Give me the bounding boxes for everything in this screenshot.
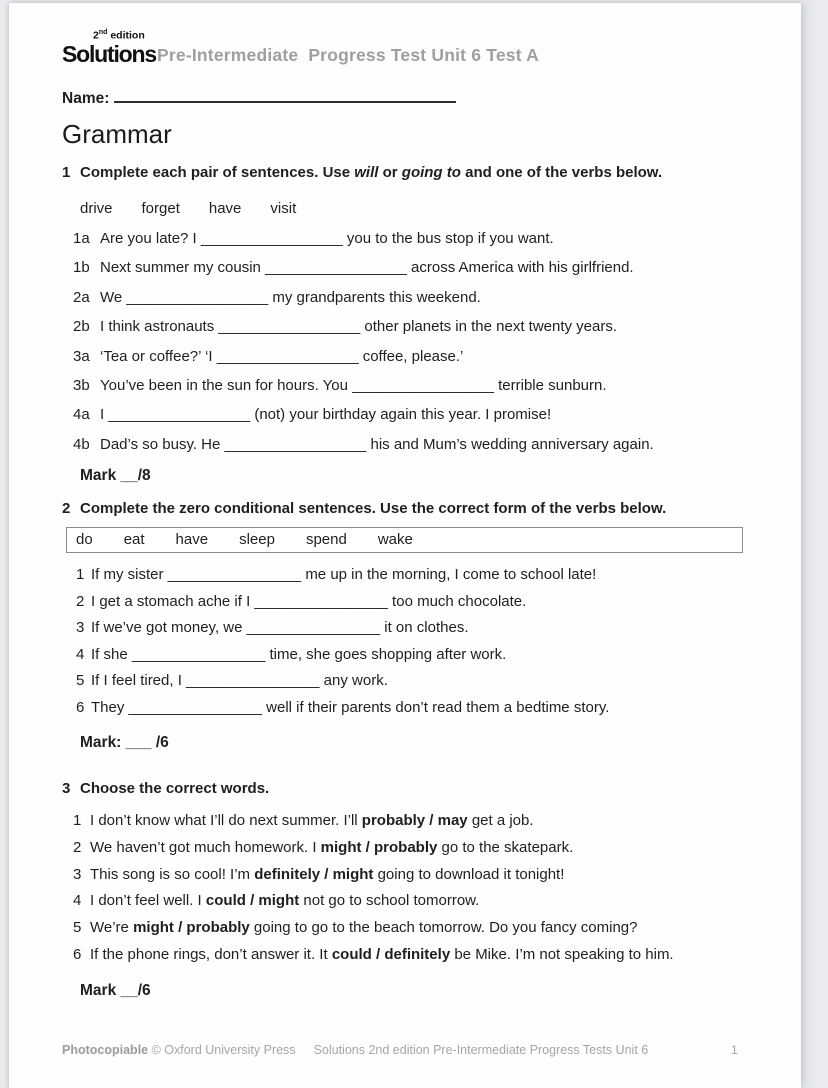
item-text: If she ________________ time, she goes shopping after work. (91, 645, 507, 663)
word-bank-item: visit (270, 200, 297, 217)
word-bank-item: spend (305, 531, 347, 548)
exercise-1-items (73, 230, 654, 465)
exercise-item (73, 919, 674, 946)
exercise-item (73, 318, 654, 347)
item-number: 2 (73, 838, 82, 856)
exercise-3-heading (62, 780, 269, 797)
item-number: 6 (73, 945, 82, 963)
item-text: ‘Tea or coffee?’ ‘I _________________ coffee, please.’ (100, 347, 464, 365)
choice-options: might / probably (320, 838, 438, 856)
word-bank-item: wake (377, 531, 413, 548)
item-number: 4 (73, 892, 82, 910)
section-title-grammar: Grammar (62, 119, 172, 149)
word-bank-exercise-2 (66, 527, 743, 553)
exercise-item (76, 593, 609, 620)
choice-options: could / definitely (331, 945, 451, 963)
name-row (62, 89, 456, 108)
word-bank-exercise-1 (80, 200, 325, 217)
item-number: 1b (73, 259, 90, 277)
mark-line-exercise-2: Mark: ___ /6 (80, 734, 169, 751)
level-label: Pre-Intermediate (157, 45, 299, 65)
choice-options: could / might (205, 892, 300, 910)
word-bank-item: have (175, 531, 209, 548)
exercise-item (73, 812, 674, 839)
item-number: 2b (73, 318, 90, 336)
exercise-item (76, 646, 609, 673)
exercise-number: 2 (62, 500, 71, 517)
word-bank-item: eat (123, 531, 145, 548)
item-text: They ________________ well if their parents don’t read them a bedtime story. (91, 698, 610, 716)
item-text: If I feel tired, I ________________ any work. (91, 672, 388, 690)
exercise-item (73, 436, 654, 465)
item-text: I _________________ (not) your birthday again this year. I promise! (100, 406, 552, 424)
item-text: Next summer my cousin _________________ across America with his girlfriend. (100, 259, 634, 277)
exercise-item (73, 866, 674, 893)
word-bank-item: sleep (239, 531, 275, 548)
item-text: You’ve been in the sun for hours. You _________________ terrible sunburn. (100, 376, 607, 394)
exercise-item (76, 566, 609, 593)
exercise-1-heading (62, 164, 662, 181)
exercise-item (73, 406, 654, 435)
test-title (157, 45, 539, 66)
item-text: I get a stomach ache if I ________________ too much chocolate. (91, 592, 527, 610)
exercise-3-items (73, 812, 674, 973)
exercise-number: 1 (62, 164, 71, 181)
item-number: 2a (73, 288, 90, 306)
exercise-item (76, 699, 609, 726)
item-number: 4a (73, 406, 90, 424)
name-blank-line (114, 89, 456, 103)
item-number: 3b (73, 376, 90, 394)
exercise-item (73, 289, 654, 318)
exercise-item (73, 377, 654, 406)
choice-options: definitely / might (254, 865, 374, 883)
word-bank-item: drive (80, 200, 113, 217)
word-bank-item: forget (141, 200, 180, 217)
item-number: 2 (76, 592, 85, 610)
exercise-item (73, 892, 674, 919)
series-title: Solutions 2nd edition Pre-Intermediate Progress Tests Unit 6 (313, 1043, 649, 1057)
item-number: 1a (73, 230, 90, 247)
item-number: 1 (73, 812, 82, 829)
item-text: Are you late? I _________________ you to the bus stop if you want. (100, 230, 554, 247)
item-text: If the phone rings, don’t answer it. It could / definitely be Mike. I’m not speaking to him. (90, 945, 674, 963)
edition-label: 2nd edition (93, 29, 145, 42)
exercise-item (73, 946, 674, 973)
item-number: 3a (73, 347, 90, 365)
item-text: We’re might / probably going to go to the beach tomorrow. Do you fancy coming? (90, 919, 638, 937)
exercise-2-items (76, 566, 609, 726)
mark-line-exercise-1: Mark __/8 (80, 467, 151, 484)
exercise-instruction: Complete each pair of sentences. Use will or going to and one of the verbs below. (80, 164, 663, 181)
item-text: I think astronauts _________________ other planets in the next twenty years. (100, 318, 618, 336)
exercise-item (76, 672, 609, 699)
exercise-item (73, 259, 654, 288)
page-number: 1 (731, 1043, 738, 1057)
item-number: 4b (73, 435, 90, 453)
choice-options: might / probably (133, 919, 250, 937)
mark-line-exercise-3: Mark __/6 (80, 982, 151, 999)
item-text: This song is so cool! I’m definitely / might going to download it tonight! (90, 865, 565, 883)
item-text: If we’ve got money, we ________________ it on clothes. (91, 619, 469, 637)
edition-superscript: nd (98, 29, 108, 36)
item-number: 6 (76, 698, 85, 716)
exercise-2-heading (62, 500, 666, 517)
item-number: 3 (73, 865, 82, 883)
item-number: 5 (73, 919, 82, 937)
photocopiable-label: Photocopiable (62, 1043, 149, 1057)
exercise-item (73, 348, 654, 377)
test-name-label: Progress Test Unit 6 Test A (308, 45, 539, 65)
item-number: 4 (76, 645, 85, 663)
item-text: We _________________ my grandparents this weekend. (100, 288, 481, 306)
exercise-number: 3 (62, 780, 71, 797)
item-text: Dad’s so busy. He _________________ his and Mum’s wedding anniversary again. (100, 435, 654, 453)
item-number: 3 (76, 619, 85, 637)
choice-options: probably / may (361, 812, 468, 829)
exercise-item (73, 839, 674, 866)
exercise-item (73, 230, 654, 259)
worksheet-page (9, 3, 801, 1088)
name-label: Name: (62, 90, 110, 107)
footer (62, 1043, 762, 1057)
solutions-logo: Solutions (62, 41, 156, 67)
exercise-instruction: Complete the zero conditional sentences. Use the correct form of the verbs below. (80, 500, 667, 517)
copyright-text: © Oxford University Press (148, 1043, 296, 1057)
item-text: We haven’t got much homework. I might / probably go to the skatepark. (90, 838, 574, 856)
item-text: If my sister ________________ me up in the morning, I come to school late! (91, 566, 597, 583)
item-number: 5 (76, 672, 85, 690)
exercise-item (76, 619, 609, 646)
word-bank-item: do (76, 531, 93, 548)
item-text: I don’t feel well. I could / might not go to school tomorrow. (90, 892, 480, 910)
word-bank-item: have (208, 200, 242, 217)
exercise-instruction: Choose the correct words. (80, 780, 270, 797)
item-text: I don’t know what I’ll do next summer. I’ll probably / may get a job. (90, 812, 534, 829)
item-number: 1 (76, 566, 85, 583)
